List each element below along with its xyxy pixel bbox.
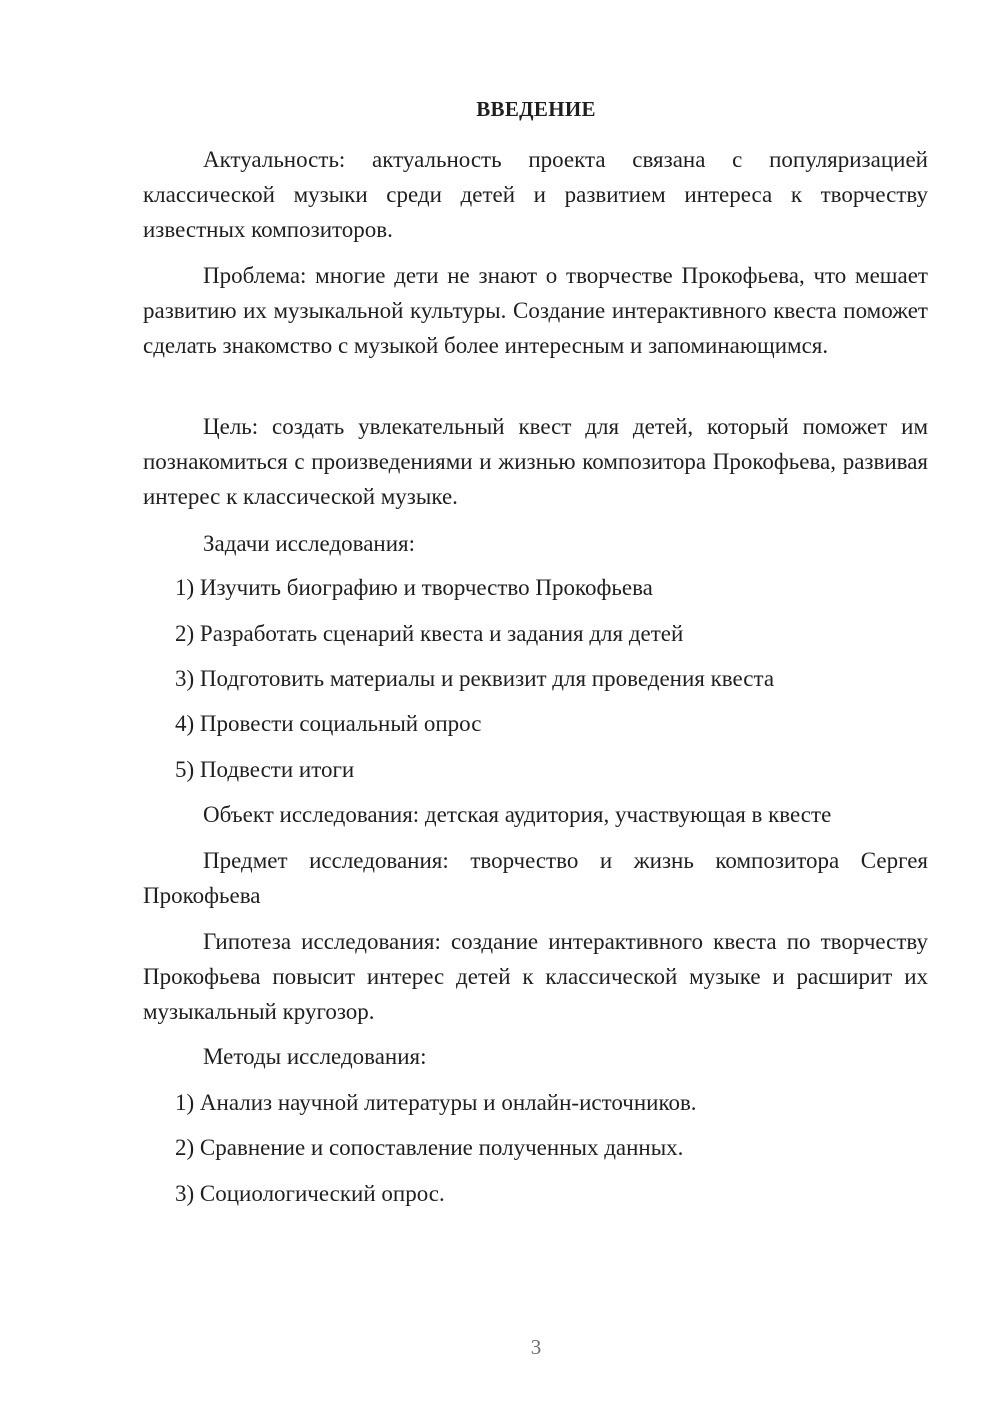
task-item: 3) Подготовить материалы и реквизит для проведения квеста <box>175 666 775 691</box>
paragraph-relevance: Актуальность: актуальность проекта связана с популяризацией классической музыки среди детей и развитием интереса к творчеству известных композиторов. <box>143 147 928 242</box>
paragraph-problem: Проблема: многие дети не знают о творчестве Прокофьева, что мешает развитию их музыкальной культуры. Создание интерактивного квеста поможет сделать знакомство с музыкой более интересным и запоминающимся. <box>143 263 928 358</box>
task-item: 4) Провести социальный опрос <box>175 711 482 736</box>
paragraph-subject: Предмет исследования: творчество и жизнь композитора Сергея Прокофьева <box>143 848 928 908</box>
task-item: 1) Изучить биографию и творчество Прокофьева <box>175 575 653 600</box>
task-item: 2) Разработать сценарий квеста и задания для детей <box>175 621 684 646</box>
method-item: 2) Сравнение и сопоставление полученных данных. <box>175 1135 684 1160</box>
paragraph-hypothesis: Гипотеза исследования: создание интерактивного квеста по творчеству Прокофьева повысит интерес детей к классической музыке и расширит их музыкальный кругозор. <box>143 929 928 1024</box>
tasks-heading: Задачи исследования: <box>203 531 416 556</box>
methods-heading: Методы исследования: <box>203 1044 427 1069</box>
method-item: 3) Социологический опрос. <box>175 1181 445 1206</box>
method-item: 1) Анализ научной литературы и онлайн-источников. <box>175 1090 697 1115</box>
paragraph-object: Объект исследования: детская аудитория, участвующая в квесте <box>203 802 832 827</box>
task-item: 5) Подвести итоги <box>175 757 355 782</box>
page-number: 3 <box>530 1335 542 1359</box>
paragraph-goal: Цель: создать увлекательный квест для детей, который поможет им познакомиться с произведениями и жизнью композитора Прокофьева, развивая интерес к классической музыке. <box>143 414 928 509</box>
section-title: ВВЕДЕНИЕ <box>476 97 596 121</box>
